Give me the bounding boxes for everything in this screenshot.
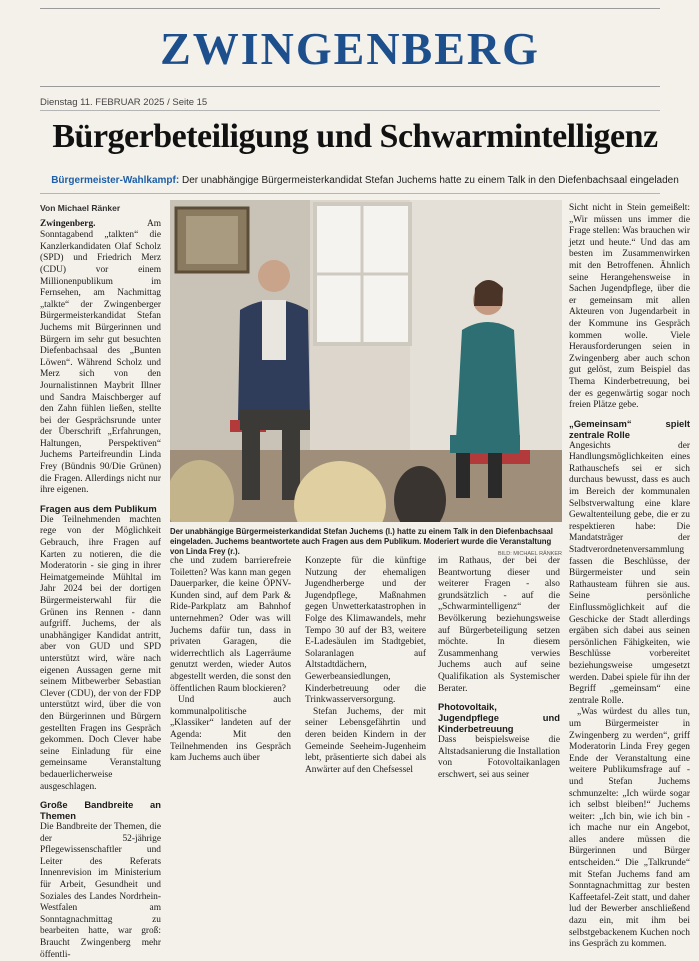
paragraph: Sicht nicht in Stein gemeißelt: „Wir müssen uns immer die Frage stellen: Was brauchen wir jetzt und heute.“ Und das am besten im Zusammenwirken mit den Betroffenen. Ähnlich seine Herangehensweise in Sachen Jugendpflege, über die er gemeinsam mit allen Akteuren von Jugendarbeit in der Kommune ins Gespräch kommen wolle. Viele Herausforderungen seien in Zwingenberg aber auch schon gut gelöst, zum Beispiel das Thema Kinderbetreuung, bei der es gegenwärtig sogar noch freien Plätze gebe. [569,203,690,411]
subline [40,175,690,186]
subline-text: Der unabhängige Bürgermeisterkandidat Stefan Juchems hatte zu einem Talk in den Diefenbachsaal eingeladen [181,175,679,186]
dateline-rule [40,110,660,111]
photo-caption [170,527,562,559]
article-column-5 [569,203,690,951]
paragraph: Stefan Juchems, der mit seiner Lebensgefährtin und deren beiden Kindern in der Gemeinde Seeheim-Jugenheim lebt, präsentierte sich dabei als Anwärter auf den Chefsessel [305,706,426,775]
masthead-top-rule [40,8,660,9]
subheading: Große Bandbreite an Themen [40,799,161,822]
paragraph: Dass beispielsweise die Altstadsanierung die Installation von Fotovoltaikanlagen erschwert, sei aus seiner [438,735,560,780]
article-column-2 [170,556,291,765]
paragraph: che und zudem barrierefreie Toiletten? Was kann man gegen Dauerparker, die keine ÖPNV-Kunden sind, auf dem Park & Ride-Parkplatz am Bahnhof unternehmen? Oder was will Juchems dafür tun, dass in privaten Garagen, die widerrechtlich als Lagerräume genutzt werden, wieder Autos abgestellt werden, die sonst den öffentlichen Raum blockieren? [170,556,291,694]
masthead-title: ZWINGENBERG [160,23,540,74]
paragraph: im Rathaus, der bei der Beantwortung dieser und weiterer Fragen - also grundsätzlich - auf die „Schwarmintelligenz“ der Bevölkerung beziehungsweise auf Bürgerbeteiligung setzen möchte. In diesem Zusammenhang verwies Juchems auch auf seine Qualifikation als Systemischer Berater. [438,556,560,694]
article-column-3 [305,556,426,776]
paragraph [40,219,161,497]
photo-illustration [170,200,562,522]
masthead-bottom-rule [40,86,660,87]
headline: Bürgerbeteiligung und Schwarmintelligenz [52,118,658,155]
photo-credit: BILD: MICHAEL RÄNKER [498,551,562,557]
paragraph: Die Bandbreite der Themen, die der 52-jährige Pflegewissenschaftler und Leiter des Referats Innenrevision im Ministerium für Arbeit, Gesundheit und Soziales des Landes Nordrhein-Westfalen am Sonntagnachmittag zu bearbeiten hatte, war groß: Braucht Zwingenberg mehr öffentli- [40,822,161,960]
article-column-1 [40,203,161,961]
subline-kicker: Bürgermeister-Wahlkampf: [51,175,180,186]
paragraph: Angesichts der Handlungsmöglichkeiten eines Rathauschefs sei er sich durchaus bewusst, dass es auch im Bereich der kommunalen Selbstverwaltung eine klare Gewaltenteilung gebe, die er zu respektieren habe: Die Mandatsträger der Stadtverordnetenversammlung fassen die Beschlüsse, der Bürgermeister und sein Rathausteam führen sie aus. Seine persönliche Einflussmöglichkeit auf die Geschicke der Stadt allerdings ergäben sich dabei aus seinen persönlichen Fähigkeiten, wie Beschlüsse vorbereitet beziehungsweise umgesetzt werden. Dabei spiele für ihn der Begriff „gemeinsam“ eine zentrale Rolle. [569,440,690,706]
article-column-4 [438,556,560,782]
caption-text: Der unabhängige Bürgermeisterkandidat Stefan Juchems (l.) hatte zu einem Talk in den Diefenbachsaal eingeladen. Juchems beantwortete auch Fragen aus dem Publikum. Moderiert wurde die Veranstaltung von Linda Frey (r.). [170,527,553,556]
subheading: Fragen aus dem Publikum [40,502,157,514]
subheading: Photovoltaik, Jugendpflege und Kinderbetreuung [438,701,560,735]
place-lead: Zwingenberg. [40,218,96,229]
paragraph-text: Am Sonntagabend „talkten“ die Kanzlerkandidaten Olaf Scholz (SPD) und Friedrich Merz (CDU) vor einem Millionenpublikum im Fernsehen, am Nachmittag „talkte“ der Zwingenberger Bürgermeisterkandidat Stefan Juchems mit Bürgerinnen und Bürgern im sehr gut besuchten Diefenbachsaal des „Bunten Löwen“. Während Scholz und Merz sich von den Journalistinnen Maybrit Illner und Sandra Maischberger auf den Zahn fühlen ließen, stellte bei der Gesprächsrunde unter der Überschrift „Erfahrungen, Haltungen, Perspektiven“ Juchems Parteifreundin Linda Frey (Bündnis 90/Die Grünen) die Fragen. Allerdings nicht nur ihre eigenen. [40,218,161,496]
author-byline: Von Michael Ränker [40,203,121,213]
paragraph: Und auch kommunalpolitische „Klassiker“ landeten auf der Agenda: Mit den Teilnehmenden ins Gespräch kam Juchems auch über [170,695,291,764]
subline-rule [40,193,660,194]
subheading: „Gemeinsam“ spielt zentrale Rolle [569,417,690,440]
dateline: Dienstag 11. FEBRUAR 2025 / Seite 15 [40,97,208,108]
paragraph: „Was würdest du alles tun, um Bürgermeister in Zwingenberg zu werden“, griff Moderatorin Linda Frey gegen Ende der Veranstaltung eine weitere Publikumsfrage auf - und Stefan Juchems schmunzelte: „Ich würde sogar ich selbst bleiben!“ Juchems weiter: „Ich bin, wie ich bin - ich mache nur ein Angebot, alles andere müssen die Bürgerinnen und Bürger entscheiden.“ Die „Talkrunde“ mit Stefan Juchems fand am Sonntagnachmittag zur besten Kaffeetafel-Zeit statt, und daher lud der Bewerber anschließend dazu ein, mit ihm bei selbstgebackenem Kuchen noch ins Gespräch zu kommen. [569,707,690,950]
paragraph: Konzepte für die künftige Nutzung der ehemaligen Jugendherberge und der Jugendpflege, Maßnahmen gegen Unwetterkatastrophen in Folge des Klimawandels, mehr Tempo 30 auf der B3, weitere E-Ladesäulen im Stadtgebiet, Solaranlagen auf Altstadtdächern, Gewerbeansiedlungen, Kinderbetreuung oder die Trinkwasserversorgung. [305,556,426,706]
article-photo [170,200,562,522]
paragraph: Die Teilnehmenden machten rege von der Möglichkeit Gebrauch, ihre Fragen auf Karten zu notieren, die die Moderatorin - sie ging in ihrer Heimatgemeinde Mühltal im Jahr 2024 bei der dortigen Bürgermeisterwahl für die Grünen ins Rennen - dann aufgriff. Juchems, der als unabhängiger Kandidat antritt, aber von GUD und SPD unterstützt wird, wäre nach eigenen Aussagen gerne mit seinem Mitbewerber Sebastian Clever (CDU), der von der FDP unterstützt wird, über die von den Bürgerinnen und Bürgern gestellten Fragen ins Gespräch gekommen. Doch Clever habe seine Einladung für eine gemeinsame Veranstaltung bedauerlicherweise ausgeschlagen. [40,514,161,792]
